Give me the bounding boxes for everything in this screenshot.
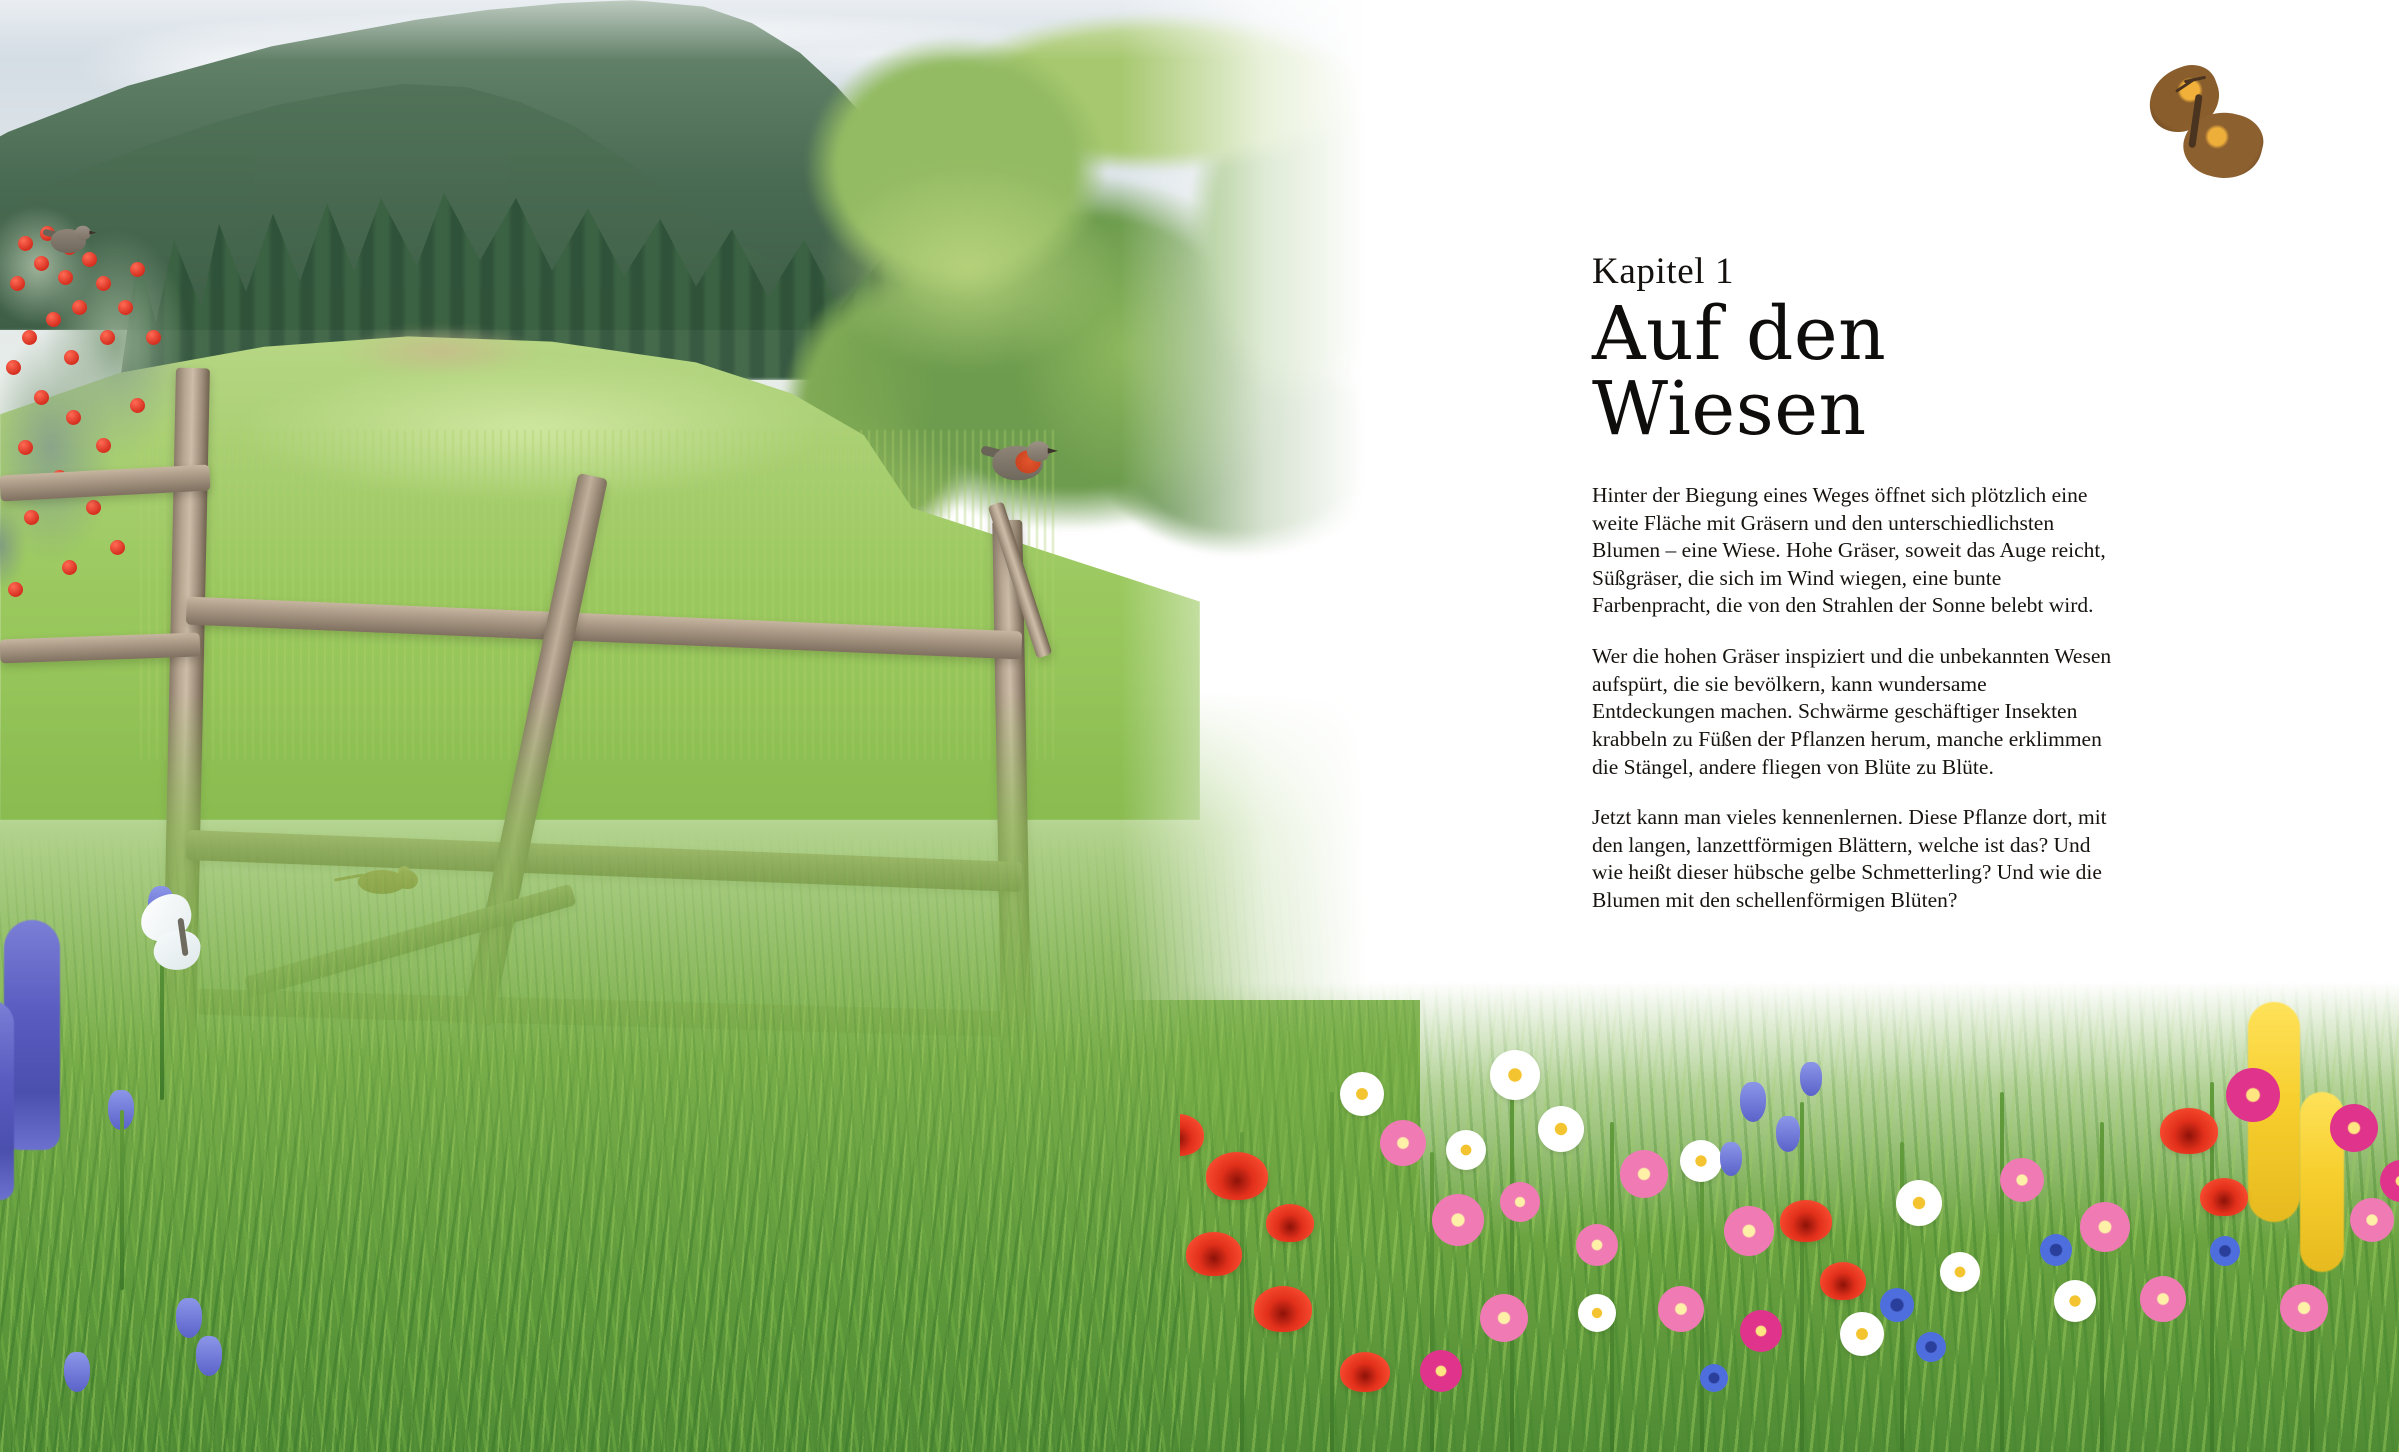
body-paragraph-2: Wer die hohen Gräser inspiziert und die unbekannten Wesen aufspürt, die sie bevölkern, kann wundersame Entdeckungen machen. Schwärme geschäftiger Insekten krabbeln zu Füßen der Pflanzen herum, manche erklimmen die Stängel, andere fliegen von Blüte zu Blüte. — [1592, 644, 2112, 779]
small-bird-in-shrub — [46, 223, 94, 260]
bird-head — [1027, 441, 1050, 462]
robin-bird-on-fence — [986, 437, 1055, 490]
body-paragraph-3: Jetzt kann man vieles kennenlernen. Diese Pflanze dort, mit den langen, lanzettförmigen Blättern, welche ist das? Und wie heißt dieser hübsche gelbe Schmetterling? Und wie die Blumen mit den schellenförmigen Blüten? — [1592, 805, 2107, 913]
bird-head — [75, 226, 91, 240]
white-butterfly — [140, 890, 236, 980]
illustration-top-soft-edge — [0, 0, 1420, 60]
chapter-eyebrow: Kapitel 1 — [1592, 251, 1735, 292]
chapter-text-column — [1592, 250, 2112, 938]
brown-butterfly-top-right — [2140, 68, 2280, 198]
page-title: Auf den Wiesen — [1592, 291, 1887, 453]
field-path — [300, 316, 580, 386]
purple-lupin — [0, 1000, 14, 1200]
body-paragraph-1: Hinter der Biegung eines Weges öffnet sich plötzlich eine weite Fläche mit Gräsern und den unterschiedlichsten Blumen – eine Wiese. Hohe Gräser, soweit das Auge reicht, Süßgräser, die sich im Wind wiegen, eine bunte Farbenpracht, die von den Strahlen der Sonne belebt wird. — [1592, 482, 2106, 618]
